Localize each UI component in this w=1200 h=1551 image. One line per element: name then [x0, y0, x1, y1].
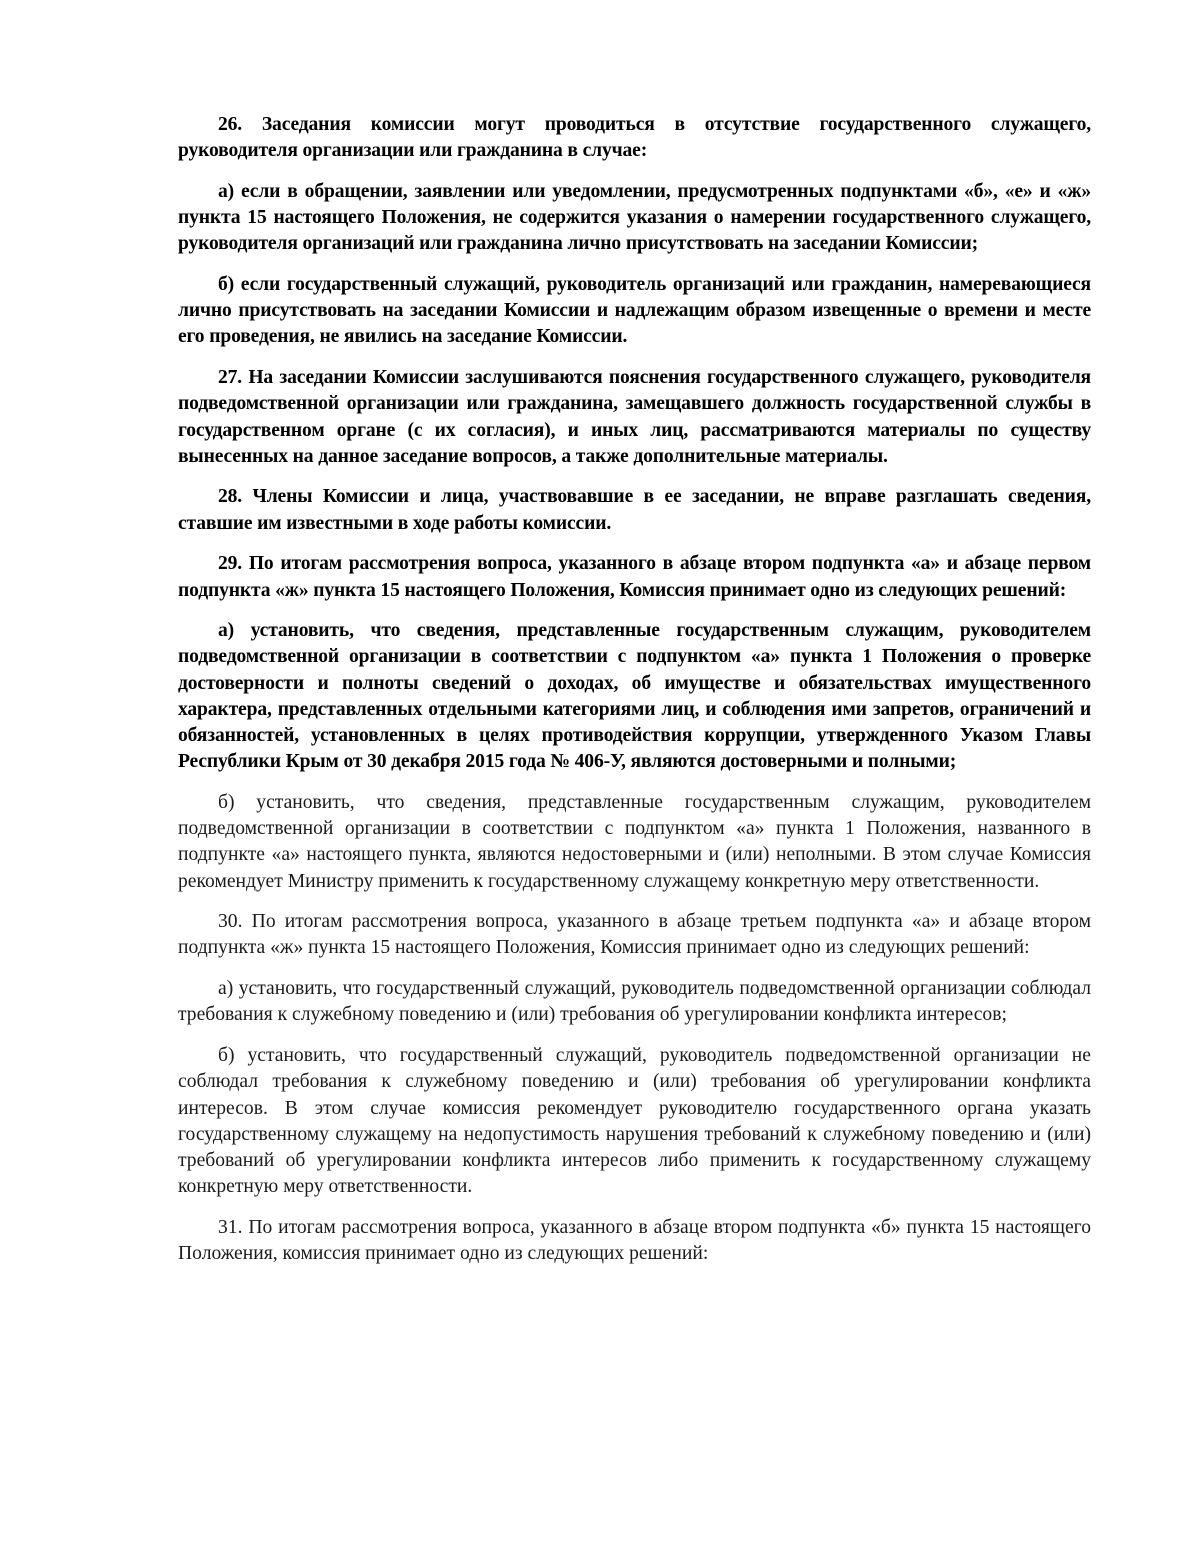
paragraph-29-b: б) установить, что сведения, представленные государственным служащим, руководителем подведомственной организации в соответствии с подпунктом «а» пункта 1 Положения, названного в подпункте «а» настоящего пункта, являются недостоверными и (или) неполными. В этом случае Комиссия рекомендует Министру применить к государственному служащему конкретную меру ответственности. — [178, 791, 1091, 892]
paragraph-26: 26. Заседания комиссии могут проводиться в отсутствие государственного служащего, руководителя организации или гражданина в случае: — [178, 114, 1091, 162]
paragraph-29-a: а) установить, что сведения, представленные государственным служащим, руководителем подведомственной организации в соответствии с подпунктом «а» пункта 1 Положения о проверке достоверности и полноты сведений о доходах, об имуществе и обязательствах имущественного характера, представленных отдельными категориями лиц, и соблюдения ими запретов, ограничений и обязанностей, установленных в целях противодействия коррупции, утвержденного Указом Главы Республики Крым от 30 декабря 2015 года № 406-У, являются достоверными и полными; — [178, 620, 1091, 773]
paragraph-31: 31. По итогам рассмотрения вопроса, указанного в абзаце втором подпункта «б» пункта 15 настоящего Положения, комиссия принимает одно из следующих решений: — [178, 1216, 1091, 1265]
paragraph-30-a: а) установить, что государственный служащий, руководитель подведомственной организации соблюдал требования к служебному поведению и (или) требования об урегулировании конфликта интересов; — [178, 978, 1091, 1026]
paragraph-26-a: а) если в обращении, заявлении или уведомлении, предусмотренных подпунктами «б», «е» и «ж» пункта 15 настоящего Положения, не содержится указания о намерении государственного служащего, руководителя организаций или гражданина лично присутствовать на заседании Комиссии; — [178, 180, 1091, 255]
paragraph-30: 30. По итогам рассмотрения вопроса, указанного в абзаце третьем подпункта «а» и абзаце втором подпункта «ж» пункта 15 настоящего Положения, Комиссия принимает одно из следующих решений: — [178, 911, 1091, 959]
document-page — [178, 112, 1091, 1282]
paragraph-27: 27. На заседании Комиссии заслушиваются пояснения государственного служащего, руководителя подведомственной организации или гражданина, замещавшего должность государственной службы в государственном органе (с их согласия), и иных лиц, рассматриваются материалы по существу вынесенных на данное заседание вопросов, а также дополнительные материалы. — [178, 367, 1091, 467]
paragraph-30-b: б) установить, что государственный служащий, руководитель подведомственной организации не соблюдал требования к служебному поведению и (или) требования об урегулировании конфликта интересов. В этом случае комиссия рекомендует руководителю государственного органа указать государственному служащему на недопустимость нарушения требований к служебному поведению и (или) требований об урегулировании конфликта интересов либо применить к государственному служащему конкретную меру ответственности. — [178, 1045, 1091, 1198]
paragraph-29: 29. По итогам рассмотрения вопроса, указанного в абзаце втором подпункта «а» и абзаце первом подпункта «ж» пункта 15 настоящего Положения, Комиссия принимает одно из следующих решений: — [178, 553, 1091, 601]
paragraph-28: 28. Члены Комиссии и лица, участвовавшие в ее заседании, не вправе разглашать сведения, ставшие им известными в ходе работы комиссии. — [178, 486, 1091, 534]
paragraph-26-b: б) если государственный служащий, руководитель организаций или гражданин, намеревающиеся лично присутствовать на заседании Комиссии и надлежащим образом извещенные о времени и месте его проведения, не явились на заседание Комиссии. — [178, 274, 1091, 348]
